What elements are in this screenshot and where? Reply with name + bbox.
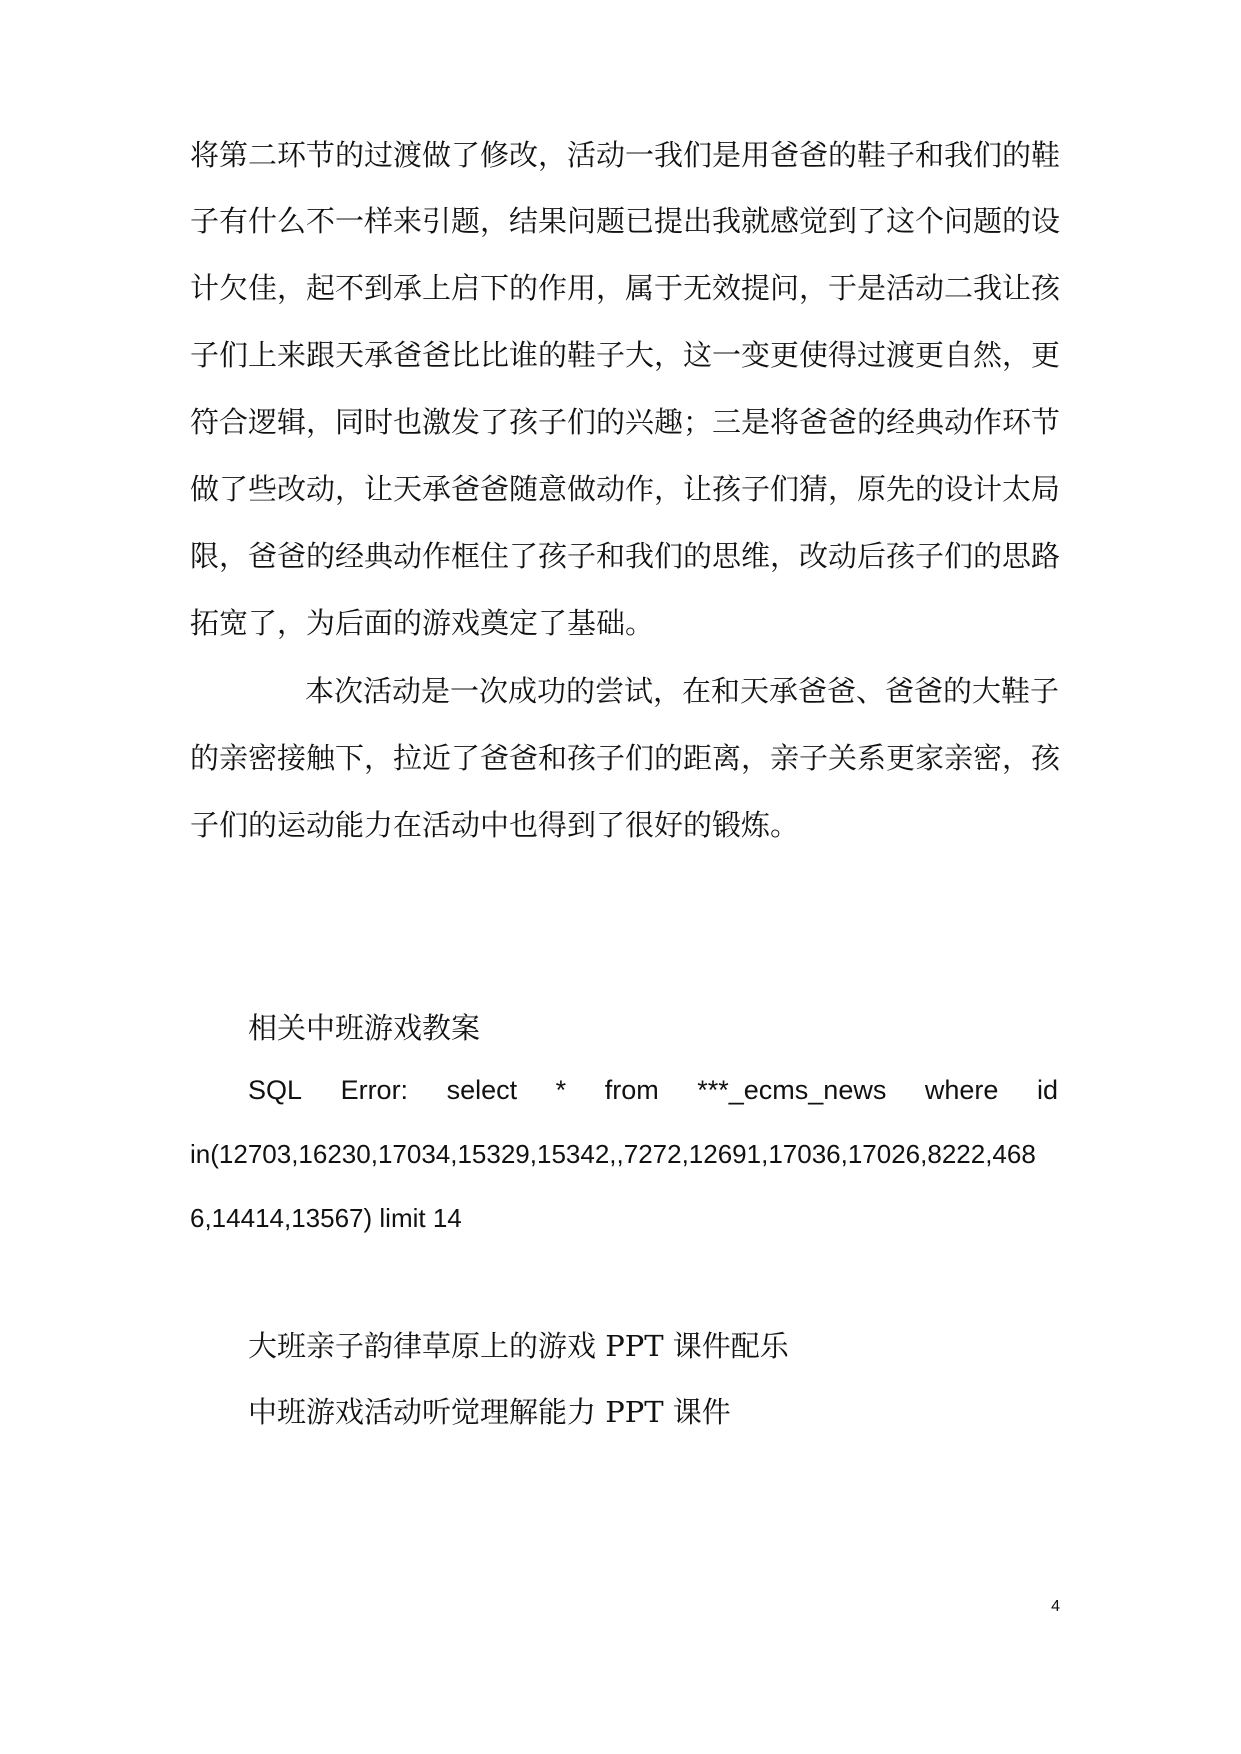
paragraph-line: 本次活动是一次成功的尝试，在和天承爸爸、爸爸的大鞋子 <box>305 674 1060 708</box>
page-number: 4 <box>1051 1598 1060 1615</box>
paragraph-line: 拓宽了，为后面的游戏奠定了基础。 <box>190 606 655 640</box>
related-heading: 相关中班游戏教案 <box>248 1011 481 1045</box>
sql-word: * <box>555 1075 567 1105</box>
paragraph-line: 子们上来跟天承爸爸比比谁的鞋子大，这一变更使得过渡更自然，更 <box>190 338 1061 372</box>
sql-word: from <box>604 1075 659 1105</box>
paragraph-line: 做了些改动，让天承爸爸随意做动作，让孩子们猜，原先的设计太局 <box>190 472 1061 506</box>
paragraph-line: 符合逻辑，同时也激发了孩子们的兴趣；三是将爸爸的经典动作环节 <box>190 405 1061 439</box>
sql-word: SQL <box>248 1075 303 1105</box>
sql-word: select <box>446 1075 518 1105</box>
sql-word: Error: <box>340 1075 409 1105</box>
sql-word: where <box>924 1075 999 1105</box>
paragraph-line: 计欠佳，起不到承上启下的作用，属于无效提问，于是活动二我让孩 <box>190 271 1061 305</box>
paragraph-line: 限，爸爸的经典动作框住了孩子和我们的思维，改动后孩子们的思路 <box>190 539 1061 573</box>
sql-error-line: in(12703,16230,17034,15329,15342,,7272,12691,17036,17026,8222,468 <box>190 1139 1036 1169</box>
sql-error-line <box>248 1070 1058 1110</box>
paragraph-line: 子有什么不一样来引题，结果问题已提出我就感觉到了这个问题的设 <box>190 204 1061 238</box>
paragraph-line: 的亲密接触下，拉近了爸爸和孩子们的距离，亲子关系更家亲密，孩 <box>190 741 1061 775</box>
related-link[interactable]: 中班游戏活动听觉理解能力 PPT 课件 <box>248 1395 731 1429</box>
sql-word: ***_ecms_news <box>697 1075 887 1105</box>
related-link[interactable]: 大班亲子韵律草原上的游戏 PPT 课件配乐 <box>248 1329 789 1363</box>
paragraph-line: 将第二环节的过渡做了修改，活动一我们是用爸爸的鞋子和我们的鞋 <box>190 138 1061 172</box>
paragraph-line: 子们的运动能力在活动中也得到了很好的锻炼。 <box>190 808 800 842</box>
sql-error-line: 6,14414,13567) limit 14 <box>190 1203 462 1233</box>
sql-word: id <box>1036 1075 1058 1105</box>
